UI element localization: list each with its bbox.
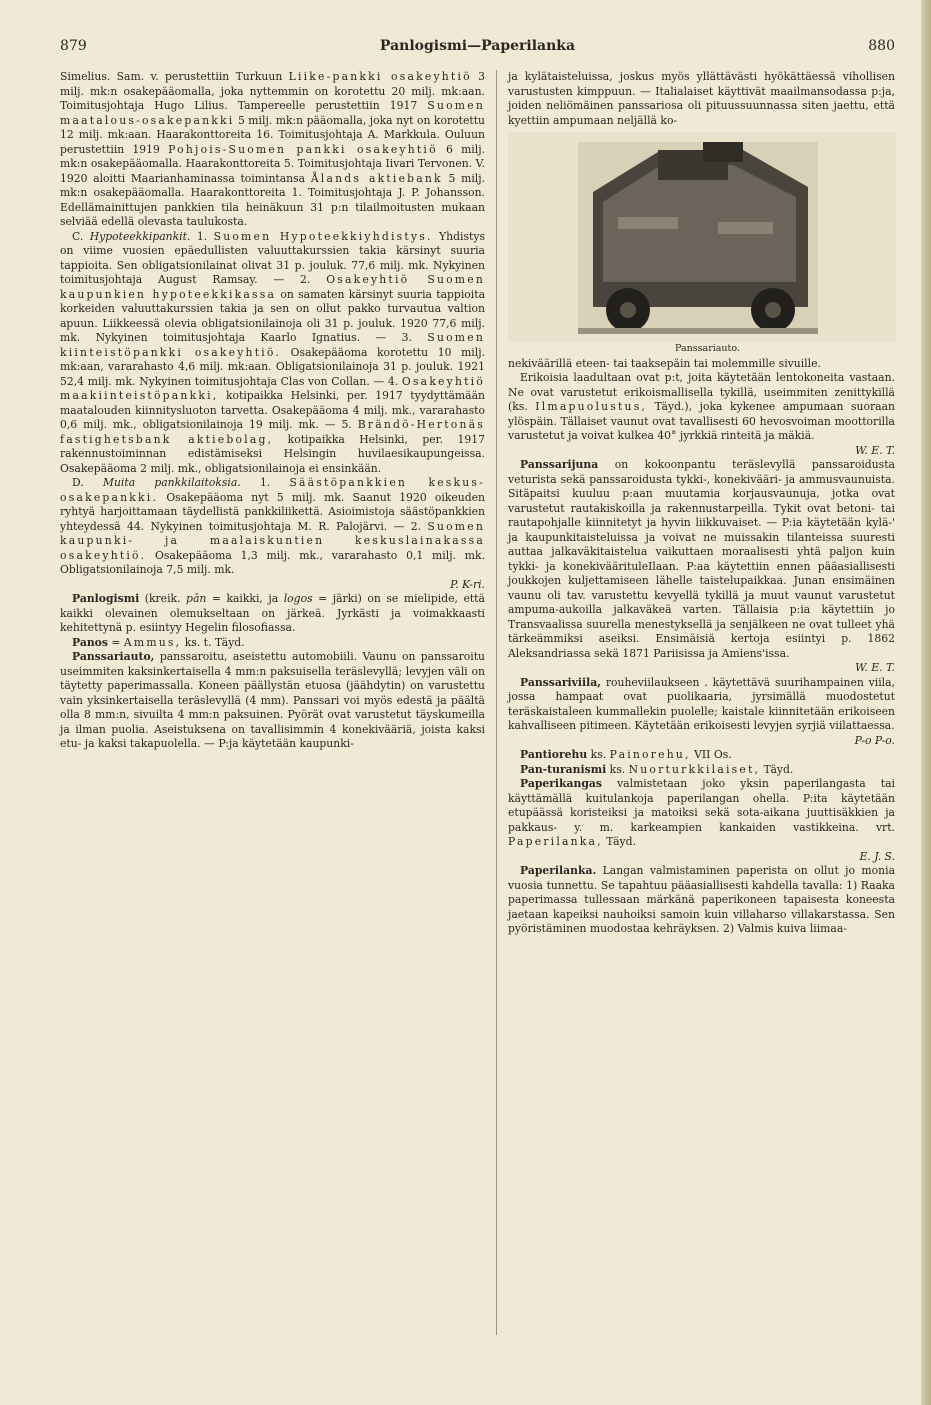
signature: W. E. T. [855, 443, 895, 457]
entry-panlogismi: Panlogismi (kreik. pān = kaikki, ja logos = järki) on se mielipide, että kaikki olevainen olemukseltaan on järkeä. Jyrkästi ja voimakkaasti kehitettynä p. esiintyy Hegelin filosofiassa. [60, 592, 485, 634]
page-edge [921, 0, 931, 1405]
page-number-left: 879 [60, 38, 87, 54]
running-title: Panlogismi—Paperilanka [379, 38, 576, 54]
right-column [508, 70, 895, 937]
page-header [60, 38, 895, 62]
armored-car-image [508, 132, 896, 342]
page-number-right: 880 [868, 38, 895, 54]
signature: E. J. S. [859, 849, 895, 863]
entry-paperikangas: Paperikangas valmistetaan joko yksin paperilangasta tai käyttämällä kuitulankoja paperilangan ohella. P:ita käytetään etupäässä koristeiksi ja matoiksi sekä sota-aikana juuttisäkkien ja pakkaus- y. m. karkeampien kankaiden vastikkeina. vrt. Paperilanka, Täyd. [508, 777, 896, 848]
signature: P-o P-o. [854, 733, 895, 747]
armored-car-photo [508, 132, 896, 342]
figure-caption: Panssariauto. [675, 343, 740, 354]
entry-panssariauto: Panssariauto, panssaroitu, aseistettu automobiili. Vaunu on panssaroitu useimmiten kaksinkertaisella 4 mm:n paksuisella teräslevyllä; levyjen väli on täytetty paperimassalla. Koneen päällystän etuosa (jäähdytin) on varustettu vain yksinkertaisella teräslevyllä (4 mm). Panssari voi myös edestä ja päältä olla 8 mm:n, sivuilta 4 mm:n paksuinen. Pyörät ovat varustetut täyskumeilla ja ilman puolia. Aseistuksena on tavallisimmin 4 konekivääriä, joista kaksi etu- ja kaksi takapuolella. — P:ja käytetään kaupunki- [60, 650, 486, 750]
entry-pantiorehu: Pantiorehu ks. Painorehu, VII Os. [520, 748, 732, 761]
column-divider [496, 70, 497, 1335]
paragraph: Simelius. Sam. v. perustettiin Turkuun Liike-pankki osakeyhtiö 3 milj. mk:n osakepääomalla, joka nyttemmin on korotettu 20 milj. mk:aan. Toimitusjohtaja Hugo Lilius. Tampereelle perustettiin 1917 Suomen maatalous-osakepankki 5 milj. mk:n pääomalla, joka nyt on korotettu 12 milj. mk:aan. Haarakonttoreita 16. Toimitusjohtaja A. Markkula. Ouluun perustettiin 1919 Pohjois-Suomen pankki osakeyhtiö 6 milj. mk:n osakepääomalla. Haarakonttoreita 5. Toimitusjohtaja Iivari Tervonen. V. 1920 aloitti Maarianhaminassa toimintansa Ålands aktiebank 5 milj. mk:n osakepääomalla. Haarakonttoreita 1. Toimitusjohtaja J. P. Johansson. Edellämainittujen pankkien tila heinäkuun 31 p:n tilailmoitusten mukaan selviää edellä olevasta taulukosta. [60, 70, 486, 228]
entry-panssariviila: Panssariviila, rouheviilaukseen . käytettävä suurihampainen viila, jossa hampaat ovat puolikaaria, jyrsimällä muodostetut teräskaistaleen kummallekin puolelle; kaistale kiinnitetään erikoiseen kahvalliseen pitimeen. Käytetään erikoisesti levyjen syrjiä viilattaessa. [508, 675, 895, 732]
paragraph: C. Hypoteekkipankit. 1. Suomen Hypoteekkiyhdistys. Yhdistys on viime vuosien epäedullisten valuuttakurssien takia kärsinyt suuria tappioita. Sen obligatsionilainat olivat 31 p. jouluk. 77,6 milj. mk. Nykyinen toimitusjohtaja August Ramsay. — 2. Osakeyhtiö Suomen kaupunkien hypoteekkikassa on samaten kärsinyt suuria tappioita korkeiden valuuttakurssien takia ja sen on ollut pakko turvautua valtion apuun. Liikkeessä olevia obligatsionilainoja oli 31 p. jouluk. 1920 77,6 milj. mk. Nykyinen toimitusjohtaja Kaarlo Ignatius. — 3. Suomen kiinteistöpankki osakeyhtiö. Osakepääoma korotettu 10 milj. mk:aan, vararahasto 4,6 milj. mk:aan. Obligatsionilainoja 31 p. jouluk. 1921 52,4 milj. mk. Nykyinen toimitusjohtaja Clas von Collan. — 4. Osakeyhtiö maakiinteistöpankki, kotipaikka Helsinki, per. 1917 tyydyttämään maatalouden kiinnitysluoton tarvetta. Osakepääoma 4 milj. mk., vararahasto 0,6 milj. mk., obligatsionilainoja 19 milj. mk. — 5. Brändö-Hertonäs fastighetsbank aktiebolag, kotipaikka Helsinki, per. 1917 rakennustoiminnan edistämiseksi Helsingin huvilaesikaupungeissa. Osakepääoma 2 milj. mk., obligatsionilainoja ei ensinkään. [60, 229, 486, 475]
paragraph: D. Muita pankkilaitoksia. 1. Säästöpankkien keskus-osakepankki. Osakepääoma nyt 5 milj. mk. Saanut 1920 oikeuden ryhtyä harjoittamaan täydellistä pankkiliikettä. Asioimistoja säästöpankkien yhteydessä 44. Nykyinen toimitusjohtaja M. R. Palojärvi. — 2. Suomen kaupunki- ja maalaiskuntien keskuslainakassa osakeyhtiö. Osakepääoma 1,3 milj. mk., vararahasto 0,1 milj. mk. Obligatsionilainoja 7,5 milj. mk. [60, 476, 486, 576]
left-column [60, 70, 485, 752]
entry-pan-turanismi: Pan-turanismi ks. Nuorturkkilaiset, Täyd. [520, 762, 794, 776]
signature: P. K-ri. [450, 577, 485, 591]
paragraph: ja kylätaisteluissa, joskus myös yllättävästi hyökättäessä vihollisen varustusten kimppuun. — Italialaiset käyttivät maailmansodassa p:ja, joiden neliömäinen panssariosa oli pituussuunnassa siten jaettu, että kyettiin ampumaan neljällä ko- [508, 70, 895, 127]
entry-panssarijuna: Panssarijuna on kokoonpantu teräslevyllä panssaroidusta veturista sekä panssaroidusta tykki-, konekivääri- ja ammusvaunuista. Sitäpaitsi kuuluu p:aan muutamia korjausvaunuja, jotka ovat varustetut rautakiskoilla ja rakennustarpeilla. Tykit ovat betoni- tai rautapohjalle kiinnitetyt ja hyvin liikkuvaiset. — P:ia käytetään kylä-' ja kaupunkitaisteluissa ja voivat ne muissakin tilanteissa suuresti auttaa jalkaväkitaistelua vaikuttaen moraalisesti yhtä paljon kuin tykki- ja konekiväärituleIlaan. P:aa käytettiin ennen pääasiallisesti joukkojen kuljettamiseen lähelle taistelupaikkaa. Junan ensimäinen vaunu oli tav. varustettu kevyellä tykillä ja muut vaunut varustetut ampuma-aukoilla jalkaväkeä varten. Tällaisia p:ia käytettiin jo Transvaalissa suurella menestyksellä ja senjälkeen ne ovat tulleet yhä tärkeämmiksi aseiksi. Ensimäisiä kertoja esiintyi p. 1862 Aleksandriassa sekä 1871 Pariisissa ja Amiens'issa. [508, 458, 895, 660]
signature: W. E. T. [855, 661, 895, 674]
paragraph: Erikoisia laadultaan ovat p:t, joita käytetään lentokoneita vastaan. Ne ovat varustetut erikoismallisella tykillä, useimmiten zenittykillä (ks. Ilmapuolustus, Täyd.), joka kykenee ampumaan suoraan ylöspäin. Tällaiset vaunut ovat tavallisesti 60 hevosvoiman moottorilla varustetut ja voivat kulkea 40° jyrkkiä rinteitä ja mäkiä. [508, 371, 895, 442]
entry-panos: Panos = Ammus, ks. t. Täyd. [72, 635, 245, 649]
entry-paperilanka: Paperilanka. Langan valmistaminen paperista on ollut jo monia vuosia tunnettu. Se tapahtuu pääasiallisesti kahdella tavalla: 1) Raaka paperimassa tullessaan märkänä paperikoneen tapaisesta koneesta jaetaan kapeiksi nauhoiksi samoin kuin villaharso villakarstassa. Sen pyöristäminen muodostaa kehräyksen. 2) Valmis kuiva liimaa- [508, 864, 896, 935]
paragraph: nekiväärillä eteen- tai taaksepäin tai molemmille sivuille. [508, 356, 821, 370]
